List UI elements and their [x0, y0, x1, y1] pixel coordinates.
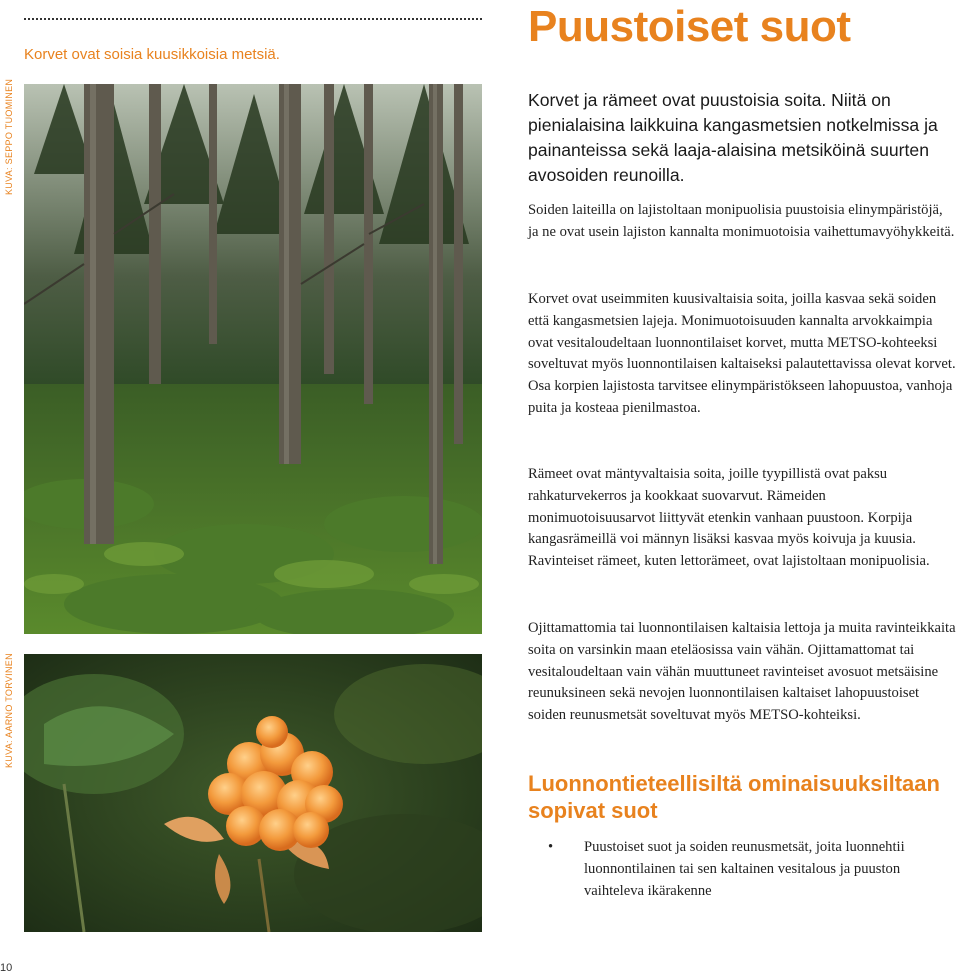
list-item: [528, 836, 956, 902]
body-paragraph-2: Korvet ovat useimmiten kuusivaltaisia soita, joilla kasvaa sekä soiden että kangasmetsien lajeja. Monimuotoisuuden kannalta arvokkaimpia ovat vesitaloudeltaan luonnontilaiset korvet, mutta METSO-kohteeksi soveltuvat myös luonnontilaisen kaltaiseksi palautettavissa olevat korvet. Osa korpien lajistosta tarvitsee elinympäristökseen lahopuustoa, vanhoja puita ja kosteaa pienilmastoa.: [528, 291, 956, 416]
bullet-marker: •: [548, 839, 554, 855]
cloudberry-photo: [24, 654, 482, 932]
page-number: 10: [0, 962, 13, 974]
page-title: Puustoiset suot: [528, 2, 851, 51]
body-paragraph-3: Rämeet ovat mäntyvaltaisia soita, joille tyypillistä ovat paksu rahkaturvekerros ja kookkaat suovarvut. Rämeiden monimuotoisuusarvot liittyvät etenkin vanhaan puustoon. Korpija kangasrämeillä voi männyn lisäksi kasvaa myös koivuja ja kuusia. Ravinteiset rämeet, kuten lettorämeet, ovat lajistoltaan monipuolisia.: [528, 466, 930, 570]
photo-caption: Korvet ovat soisia kuusikkoisia metsiä.: [24, 46, 280, 63]
criteria-list: [528, 836, 956, 902]
forest-photo-credit: KUVA: SEPPO TUOMINEN: [4, 78, 14, 195]
lead-paragraph: Korvet ja rämeet ovat puustoisia soita. Niitä on pienialaisina laikkuina kangasmetsien notkelmissa ja painanteissa sekä laaja-alaisina metsiköinä suurten avosoiden reunoilla.: [528, 90, 938, 185]
dotted-rule: [24, 18, 482, 20]
body-paragraph-1: Soiden laiteilla on lajistoltaan monipuolisia puustoisia elinympäristöjä, ja ne ovat usein lajiston kannalta monimuotoisia vaihettumavyöhykkeitä.: [528, 202, 955, 240]
body-paragraph-4: Ojittamattomia tai luonnontilaisen kaltaisia lettoja ja muita ravinteikkaita soita on varsinkin maan eteläosissa vain vähän. Ojittamattomat tai vesitaloudeltaan vain vähän muuttuneet ravinteiset avosuot metsäisine reunuksineen sekä nevojen luonnontilaisen kaltaiset lahopuustoiset soiden reunusmetsät soveltuvat myös METSO-kohteiksi.: [528, 620, 956, 724]
section-subheading: Luonnontieteellisiltä ominaisuuksiltaan sopivat suot: [528, 771, 940, 823]
berry-photo-credit: KUVA: AARNO TORVINEN: [4, 653, 14, 768]
forest-photo: [24, 84, 482, 634]
list-item-text: Puustoiset suot ja soiden reunusmetsät, joita luonnehtii luonnontilainen tai sen kaltainen vesitalous ja puuston vaihteleva ikärakenne: [584, 839, 905, 899]
